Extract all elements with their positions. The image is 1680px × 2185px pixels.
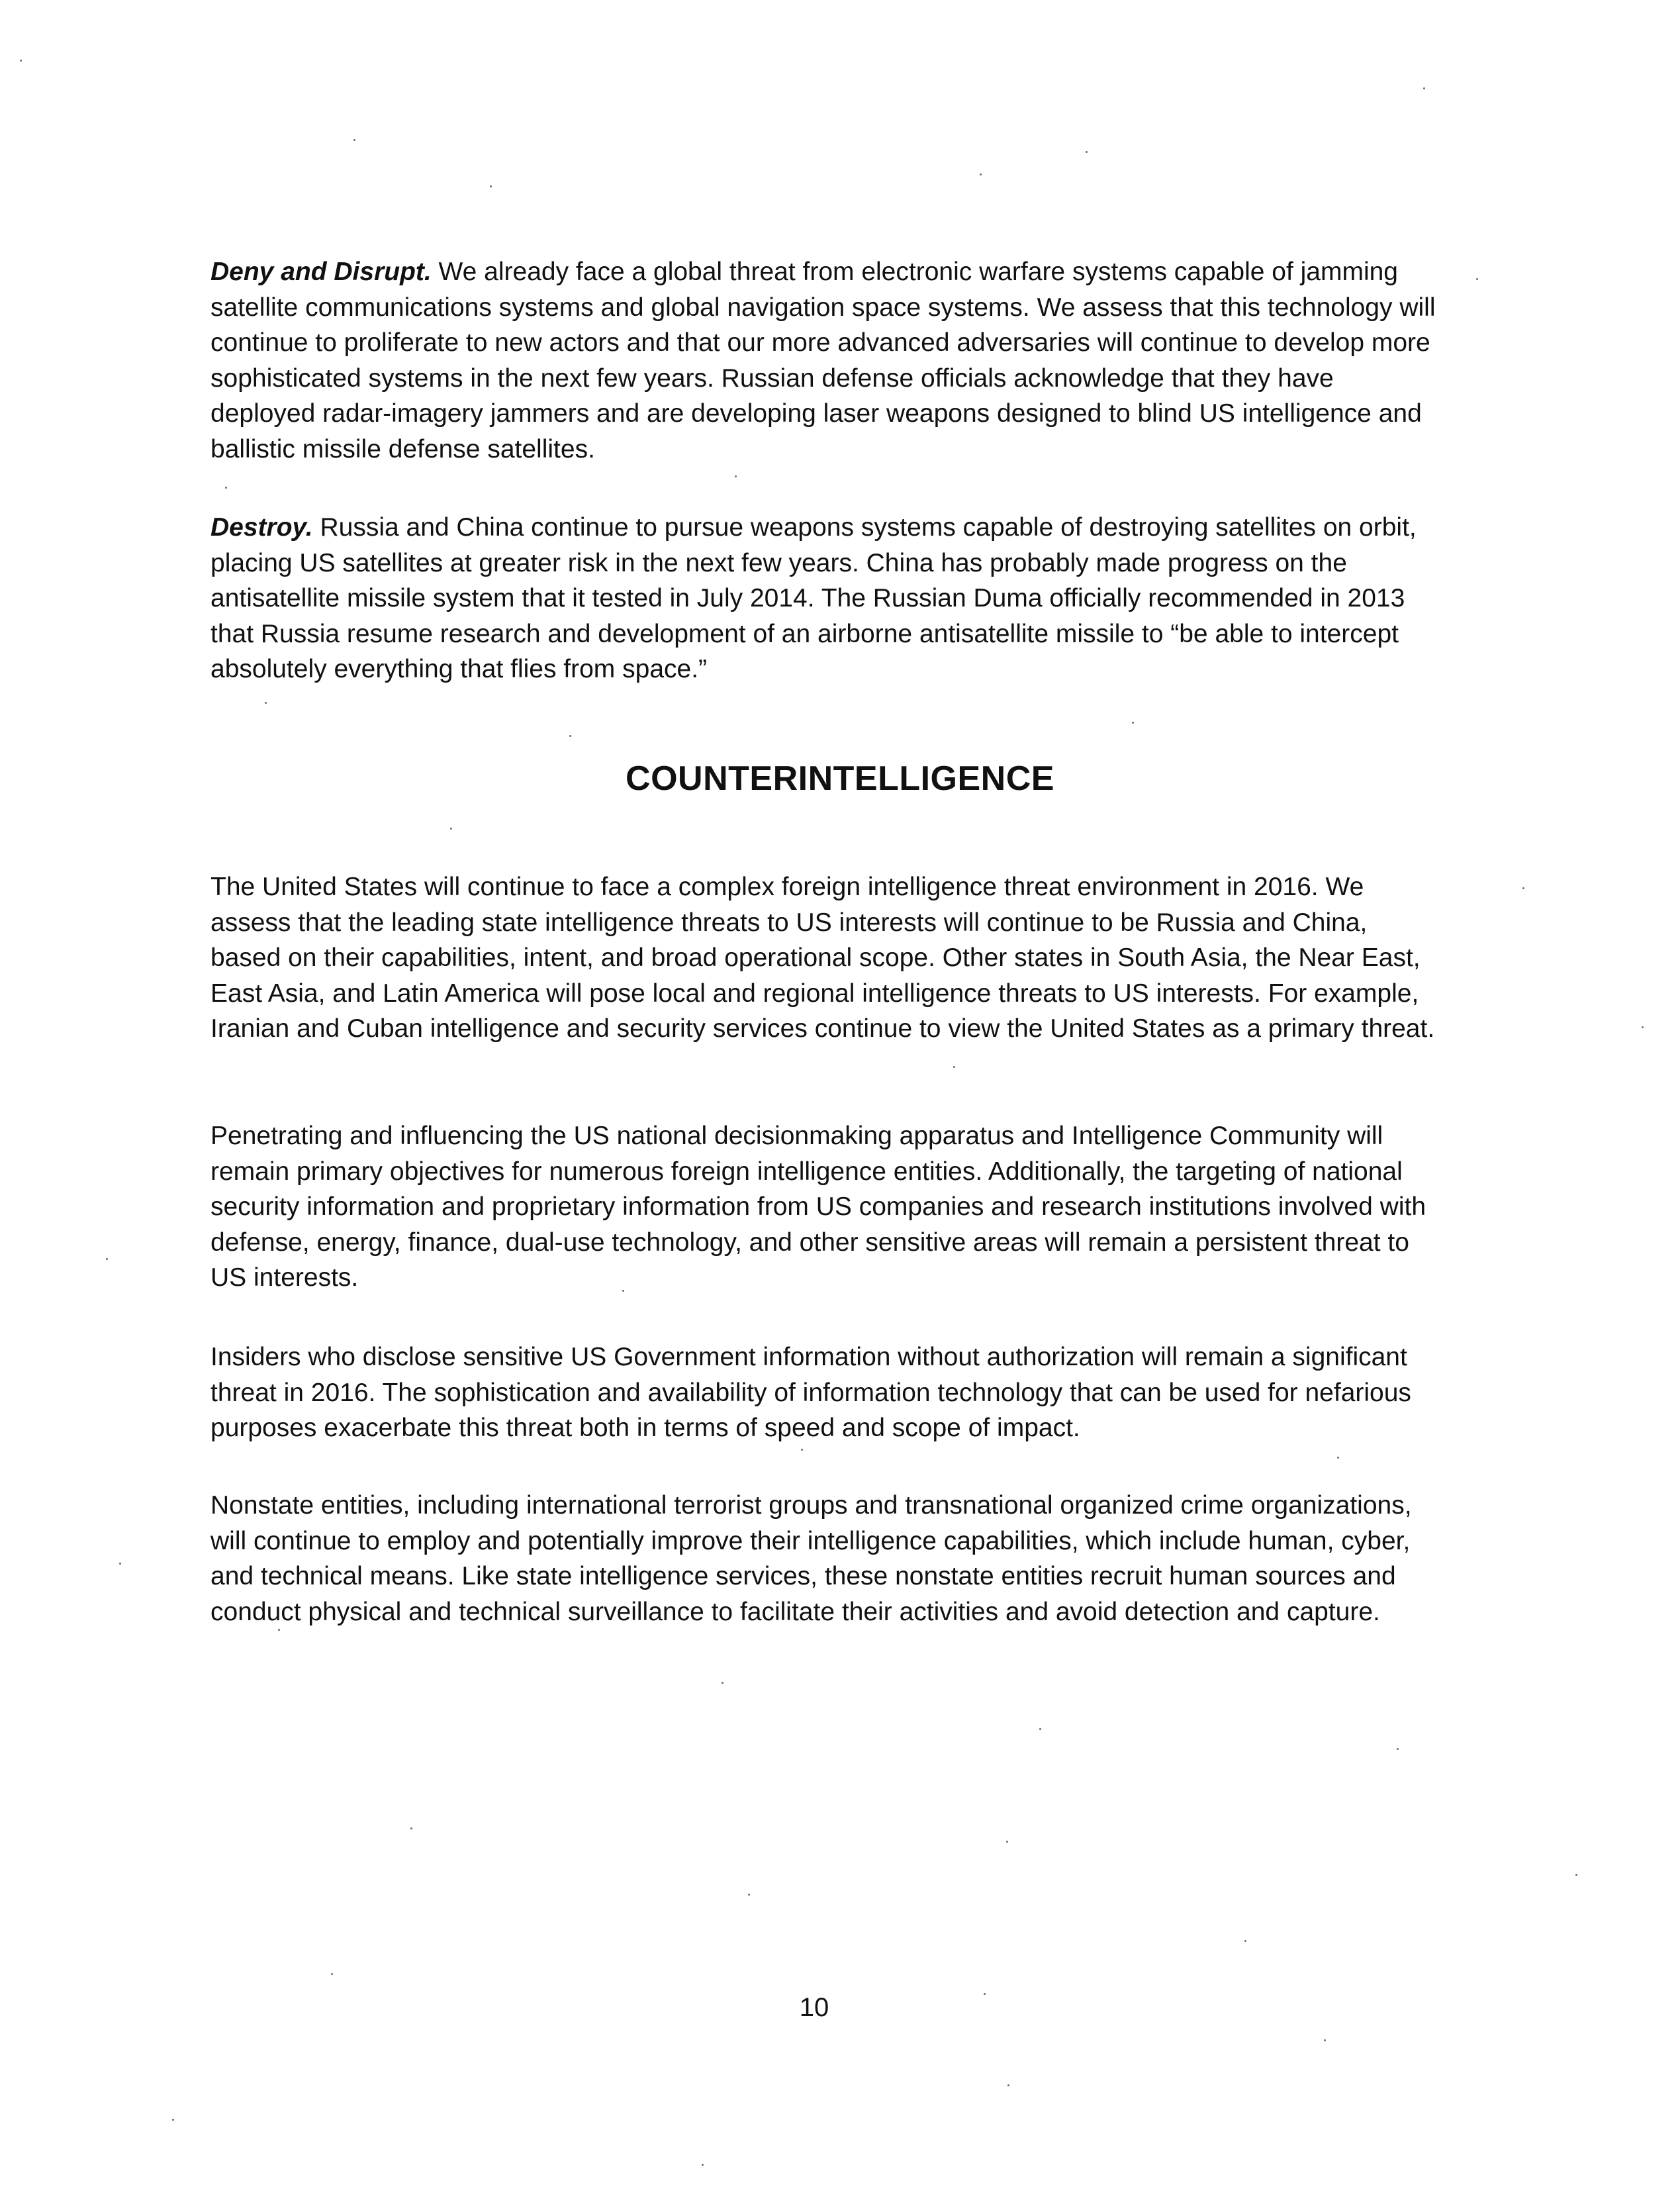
- paragraph-penetrating-and-influencing: Penetrating and influencing the US national decisionmaking apparatus and Intelligence Community will remain primary objectives for numerous foreign intelligence entities. Additionally, the targeting of national security information and proprietary information from US companies and research institutions involved with defense, energy, finance, dual-use technology, and other sensitive areas will remain a persistent threat to US interests.: [210, 1122, 1426, 1292]
- scan-speck: [569, 735, 571, 737]
- scan-speck: [20, 60, 22, 62]
- scan-speck: [1575, 1874, 1577, 1876]
- scan-speck: [748, 1894, 750, 1896]
- section-heading-counterintelligence: COUNTERINTELLIGENCE: [626, 759, 1054, 798]
- scan-speck: [1337, 1457, 1339, 1459]
- scan-speck: [172, 2119, 174, 2121]
- scan-speck: [801, 1449, 803, 1451]
- scan-speck: [1476, 278, 1478, 280]
- scan-speck: [1642, 1026, 1644, 1028]
- scan-speck: [119, 1563, 121, 1565]
- paragraph-body-deny-and-disrupt: We already face a global threat from electronic warfare systems capable of jamming satellite communications systems and global navigation space systems. We assess that this technology will continue to proliferate to new actors and that our more advanced adversaries will continue to develop more sophisticated systems in the next few years. Russian defense officials acknowledge that they have deployed radar-imagery jammers and are developing laser weapons designed to blind US intelligence and ballistic missile defense satellites.: [210, 258, 1436, 463]
- scan-speck: [1397, 1748, 1399, 1750]
- paragraph-lead-destroy: Destroy.: [210, 513, 313, 542]
- scan-speck: [1007, 2084, 1009, 2086]
- scan-speck: [331, 1973, 333, 1975]
- page-number: 10: [799, 1993, 829, 2022]
- paragraph-destroy: [210, 510, 1442, 687]
- scan-speck: [490, 185, 492, 187]
- scan-speck: [1006, 1841, 1008, 1843]
- paragraph-nonstate-entities: Nonstate entities, including international terrorist groups and transnational organized crime organizations, will continue to employ and potentially improve their intelligence capabilities, which include human, cyber, and technical means. Like state intelligence services, these nonstate entities recruit human sources and conduct physical and technical surveillance to facilitate their activities and avoid detection and capture.: [210, 1491, 1412, 1626]
- scan-speck: [735, 475, 737, 477]
- scan-speck: [702, 2164, 704, 2166]
- scan-speck: [980, 173, 982, 175]
- scan-speck: [410, 1827, 412, 1829]
- scan-speck: [106, 1258, 108, 1260]
- scan-speck: [984, 1993, 986, 1995]
- scan-speck: [225, 487, 227, 489]
- scan-speck: [265, 702, 267, 704]
- scan-speck: [1039, 1728, 1041, 1730]
- scan-speck: [1423, 87, 1425, 89]
- scan-speck: [1244, 1940, 1246, 1942]
- scan-speck: [1324, 2039, 1326, 2041]
- scan-speck: [278, 1629, 280, 1631]
- scan-speck: [622, 1290, 624, 1292]
- paragraph-foreign-threat-environment: The United States will continue to face a complex foreign intelligence threat environment in 2016. We assess that the leading state intelligence threats to US interests will continue to be Russia and China, based on their capabilities, intent, and broad operational scope. Other states in South Asia, the Near East, East Asia, and Latin America will pose local and regional intelligence threats to US interests. For example, Iranian and Cuban intelligence and security services continue to view the United States as a primary threat.: [210, 873, 1435, 1043]
- paragraph-body-destroy: Russia and China continue to pursue weapons systems capable of destroying satellites on orbit, placing US satellites at greater risk in the next few years. China has probably made progress on the antisatellite missile system that it tested in July 2014. The Russian Duma officially recommended in 2013 that Russia resume research and development of an airborne antisatellite missile to “be able to intercept absolutely everything that flies from space.”: [210, 513, 1417, 683]
- scan-speck: [450, 828, 452, 830]
- paragraph-deny-and-disrupt: [210, 254, 1442, 467]
- scan-speck: [722, 1682, 723, 1684]
- scan-speck: [953, 1066, 955, 1068]
- scan-speck: [1086, 151, 1088, 153]
- scan-speck: [353, 139, 355, 141]
- scan-speck: [1522, 887, 1524, 889]
- paragraph-lead-deny-and-disrupt: Deny and Disrupt.: [210, 258, 432, 286]
- scan-speck: [1132, 722, 1134, 724]
- paragraph-insiders: Insiders who disclose sensitive US Government information without authorization will remain a significant threat in 2016. The sophistication and availability of information technology that can be used for nefarious purposes exacerbate this threat both in terms of speed and scope of impact.: [210, 1343, 1411, 1442]
